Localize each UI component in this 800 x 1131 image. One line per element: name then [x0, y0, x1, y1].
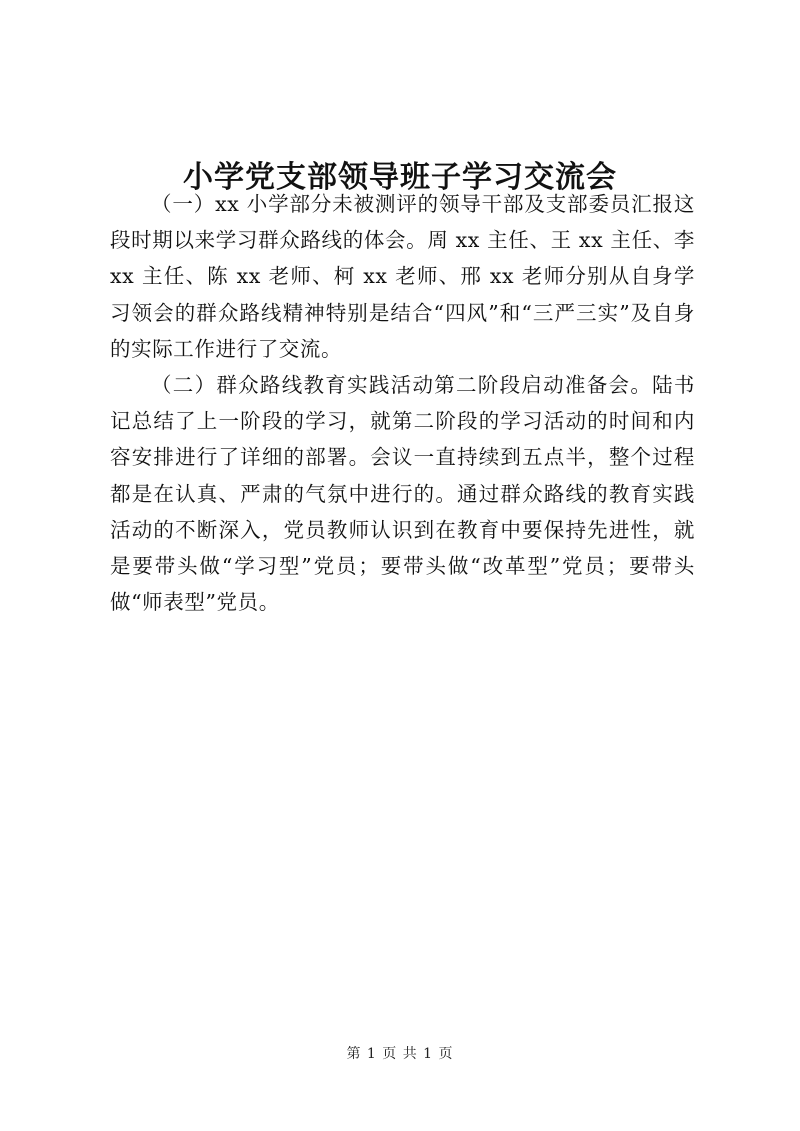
page-title: 小学党支部领导班子学习交流会: [183, 160, 617, 196]
paragraph-2: （二）群众路线教育实践活动第二阶段启动准备会。陆书记总结了上一阶段的学习，就第二阶段的学习活动的时间和内容安排进行了详细的部署。会议一直持续到五点半，整个过程都是在认真、严肃的气氛中进行的。通过群众路线的教育实践活动的不断深入，党员教师认识到在教育中要保持先进性，就是要带头做“学习型”党员；要带头做“改革型”党员；要带头做“师表型”党员。: [110, 373, 695, 615]
page-footer: 第 1 页 共 1 页: [346, 1046, 454, 1062]
document-body: [110, 186, 695, 620]
paragraph-1: （一）xx 小学部分未被测评的领导干部及支部委员汇报这段时期以来学习群众路线的体会。周 xx 主任、王 xx 主任、李 xx 主任、陈 xx 老师、柯 xx 老师、邢 xx 老师分别从自身学习领会的群众路线精神特别是结合“四风”和“三严三实”及自身的实际工作进行了交流。: [110, 192, 695, 361]
